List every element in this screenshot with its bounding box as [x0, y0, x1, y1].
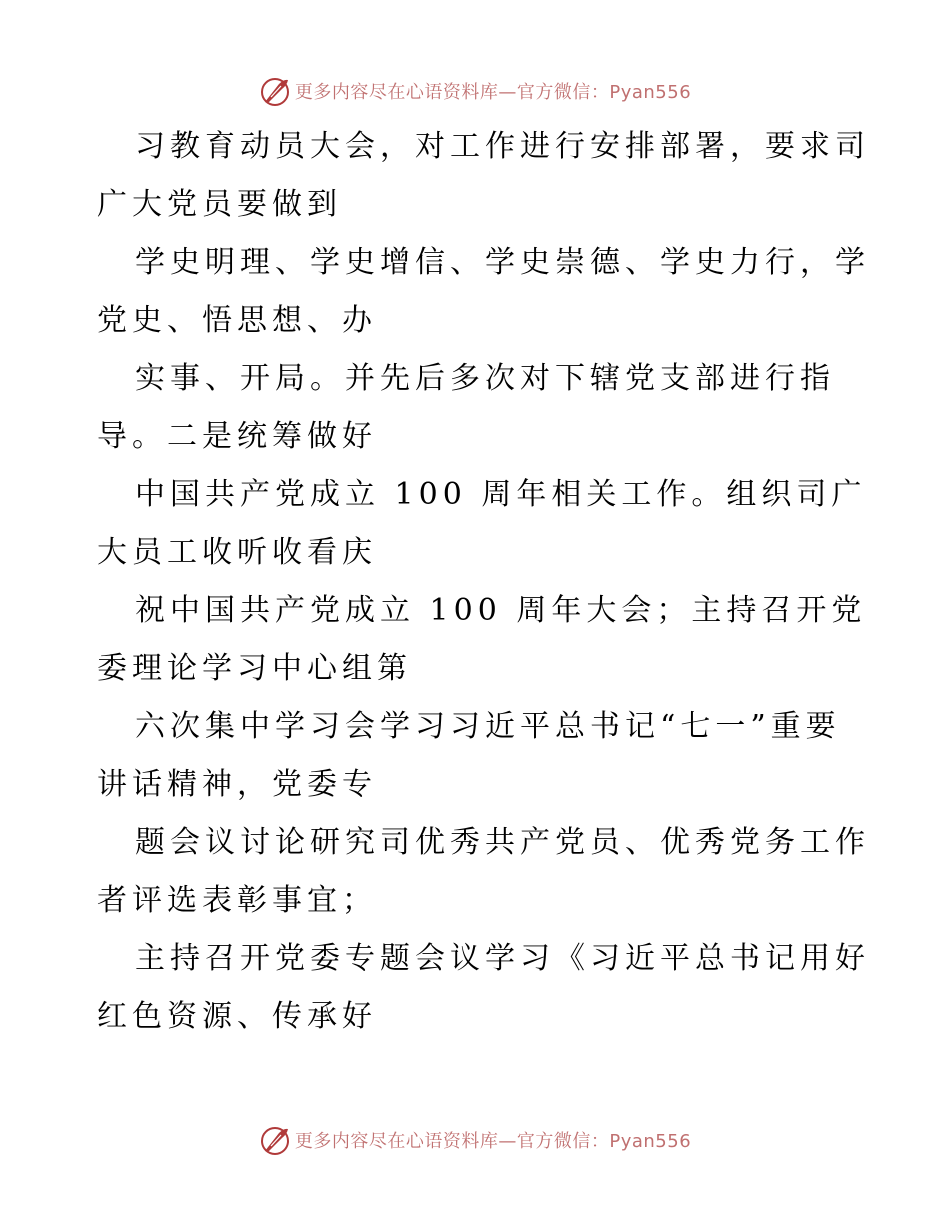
text-line: 者评选表彰事宜； [97, 883, 377, 918]
text-line: 中国共产党成立 100 周年相关工作。组织司广 [135, 477, 867, 512]
text-line: 题会议讨论研究司优秀共产党员、优秀党务工作 [135, 825, 870, 860]
banner-text: 更多内容尽在心语资料库—官方微信：Pyan556 [294, 82, 692, 103]
footer-banner [0, 1120, 950, 1160]
quill-pen-icon [259, 75, 291, 107]
text-line: 祝中国共产党成立 100 周年大会；主持召开党 [135, 593, 867, 628]
text-line: 六次集中学习会学习习近平总书记“七一”重要 [135, 709, 841, 744]
text-line: 讲话精神，党委专 [97, 767, 377, 802]
header-banner [0, 71, 950, 111]
quill-pen-icon [259, 1124, 291, 1156]
text-line: 导。二是统筹做好 [97, 419, 377, 454]
text-line: 大员工收听收看庆 [97, 535, 377, 570]
text-line: 学史明理、学史增信、学史崇德、学史力行，学 [135, 245, 870, 280]
banner-text: 更多内容尽在心语资料库—官方微信：Pyan556 [294, 1131, 692, 1152]
text-line: 习教育动员大会，对工作进行安排部署，要求司 [135, 129, 870, 164]
text-line: 广大党员要做到 [97, 187, 342, 222]
text-line: 党史、悟思想、办 [97, 303, 377, 338]
text-line: 实事、开局。并先后多次对下辖党支部进行指 [135, 361, 835, 396]
document-body [97, 118, 870, 1046]
text-line: 主持召开党委专题会议学习《习近平总书记用好 [135, 941, 870, 976]
text-line: 委理论学习中心组第 [97, 651, 412, 686]
text-line: 红色资源、传承好 [97, 999, 377, 1034]
